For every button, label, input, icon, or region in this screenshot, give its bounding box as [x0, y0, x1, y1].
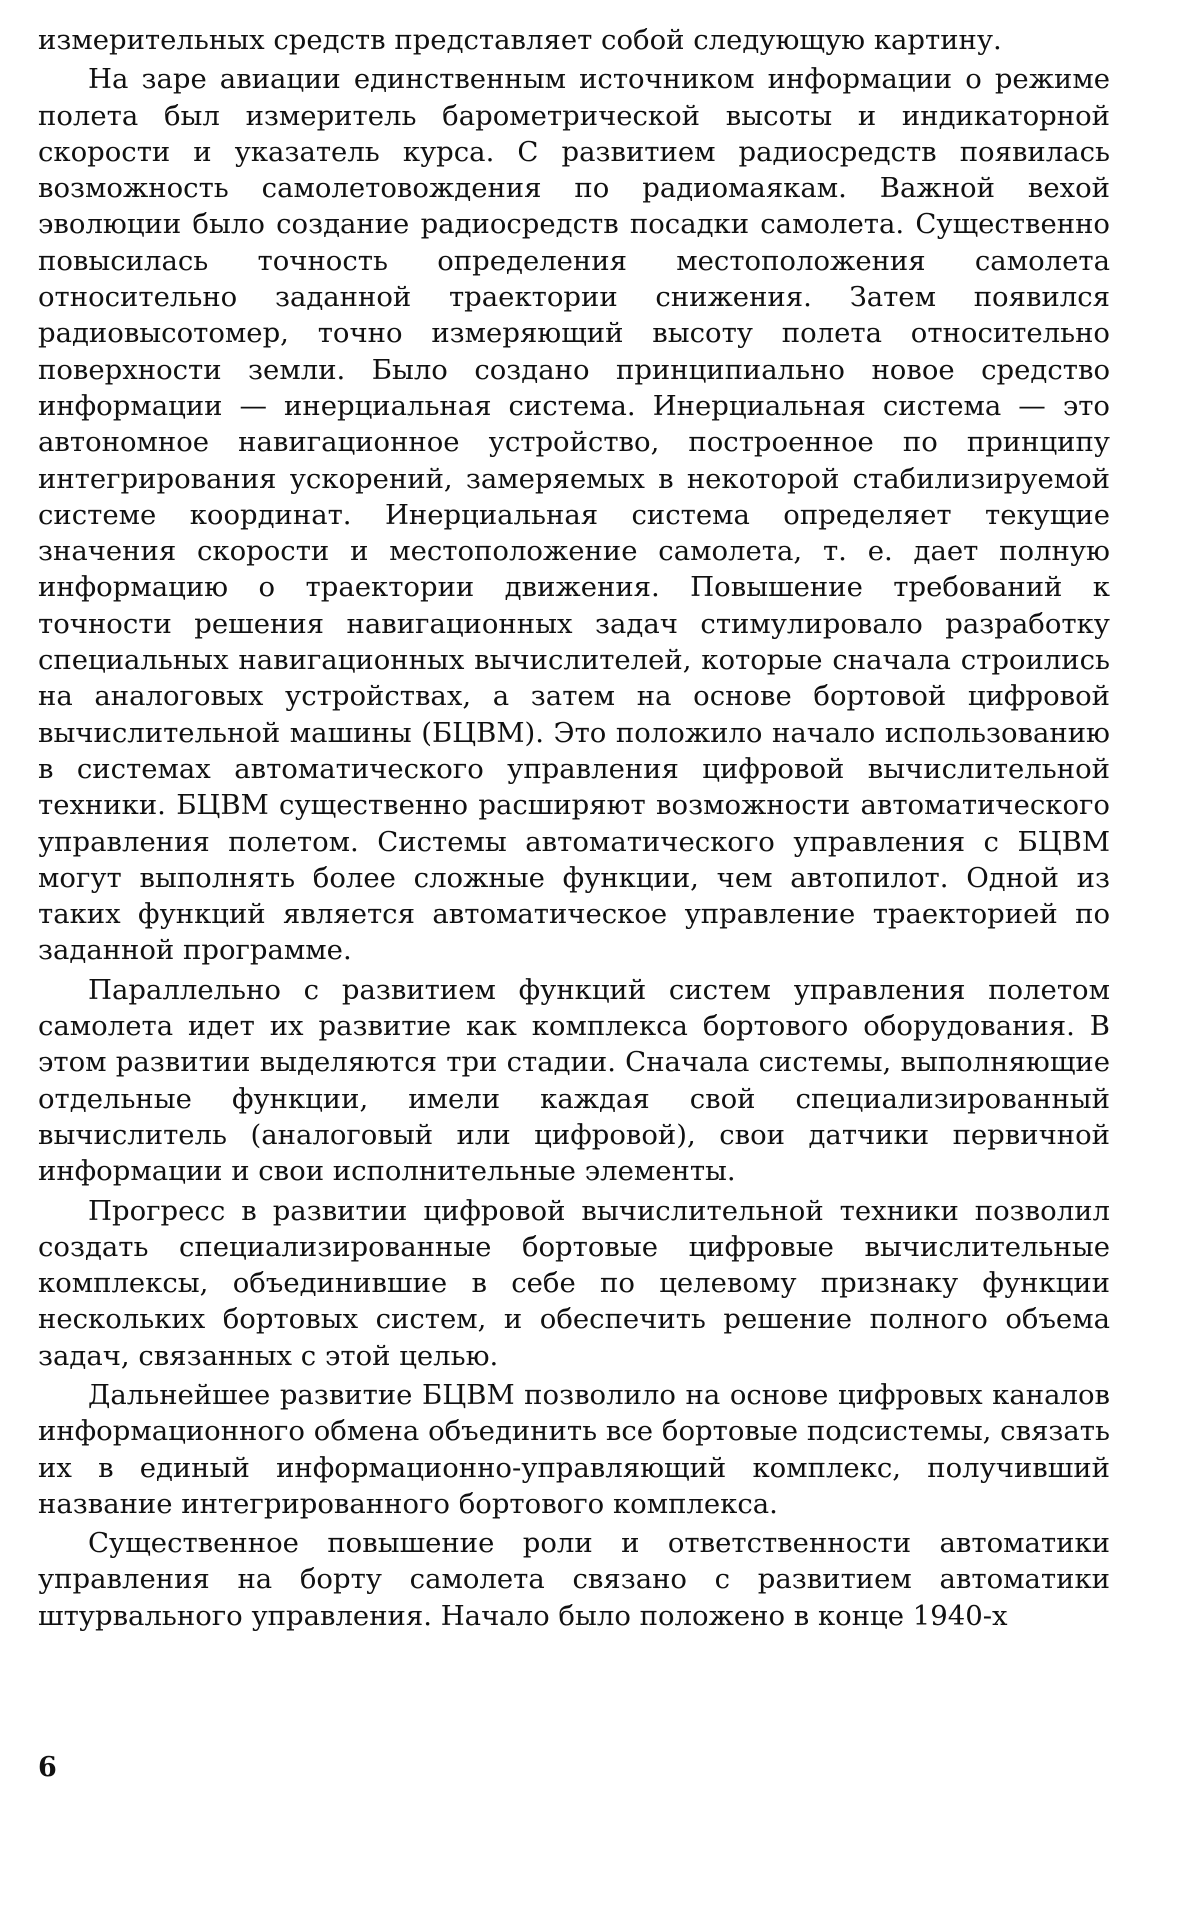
- paragraph-complex-development: Параллельно с развитием функций систем управления полетом самолета идет их развитие как комплекса бортового оборудования. В этом развитии выделяются три стадии. Сначала системы, выполняющие отдельные функции, имели каждая свой специализированный вычислитель (аналоговый или цифровой), свои датчики первичной информации и свои исполнительные элементы.: [38, 973, 1110, 1188]
- page-body: [38, 22, 1110, 1634]
- paragraph-integrated-complex: Дальнейшее развитие БЦВМ позволило на основе цифровых каналов информационного обмена объединить все бортовые подсистемы, связать их в единый информационно-управляющий комплекс, получивший название интегрированного бортового комплекса.: [38, 1378, 1110, 1520]
- paragraph-aviation-history: На заре авиации единственным источником информации о режиме полета был измеритель барометрической высоты и индикаторной скорости и указатель курса. С развитием радиосредств появилась возможность самолетовождения по радиомаякам. Важной вехой эволюции было создание радиосредств посадки самолета. Существенно повысилась точность определения местоположения самолета относительно заданной траектории снижения. Затем появился радиовысотомер, точно измеряющий высоту полета относительно поверхности земли. Было создано принципиально новое средство информации — инерциальная система. Инерциальная система — это автономное навигационное устройство, построенное по принципу интегрирования ускорений, замеряемых в некоторой стабилизируемой системе координат. Инерциальная система определяет текущие значения скорости и местоположение самолета, т. е. дает полную информацию о траектории движения. Повышение требований к точности решения навигационных задач стимулировало разработку специальных навигационных вычислителей, которые сначала строились на аналоговых устройствах, а затем на основе бортовой цифровой вычислительной машины (БЦВМ). Это положило начало использованию в системах автоматического управления цифровой вычислительной техники. БЦВМ существенно расширяют возможности автоматического управления полетом. Системы автоматического управления с БЦВМ могут выполнять более сложные функции, чем автопилот. Одной из таких функций является автоматическое управление траекторией по заданной программе.: [38, 63, 1110, 967]
- page-number: 6: [38, 1752, 57, 1783]
- paragraph-continuation: измерительных средств представляет собой следующую картину.: [38, 24, 1002, 56]
- paragraph-manual-control: Существенное повышение роли и ответственности автоматики управления на борту самолета связано с развитием автоматики штурвального управления. Начало было положено в конце 1940-х: [38, 1527, 1110, 1632]
- paragraph-digital-progress: Прогресс в развитии цифровой вычислительной техники позволил создать специализированные бортовые цифровые вычислительные комплексы, объединившие в себе по целевому признаку функции нескольких бортовых систем, и обеспечить решение полного объема задач, связанных с этой целью.: [38, 1194, 1110, 1372]
